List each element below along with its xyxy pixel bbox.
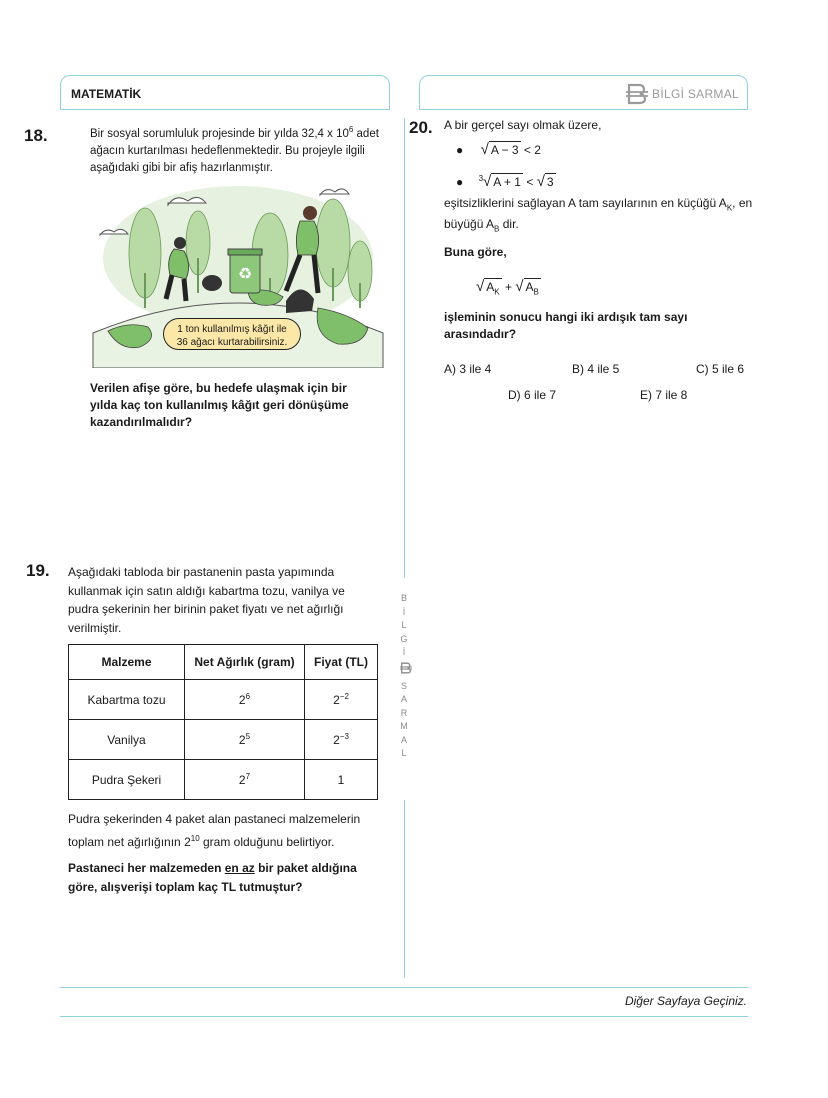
side-letter: L — [401, 620, 407, 630]
table-header-cell: Net Ağırlık (gram) — [185, 645, 305, 680]
side-letter: İ — [402, 647, 406, 657]
table-cell-price: $2^{-3}$ — [305, 720, 378, 760]
brand-logo-icon — [624, 82, 650, 106]
question-20-condition: eşitsizliklerini sağlayan A tam sayılarının en küçüğü $A_K$, en büyüğü $A_B$ dir. — [444, 196, 753, 234]
sqrt-icon: √ — [480, 141, 489, 158]
table-header-row — [69, 645, 378, 680]
side-brand-vertical — [399, 592, 411, 761]
table-cell-weight: $2^5$ — [185, 720, 305, 760]
sqrt-icon: √ — [515, 278, 524, 295]
question-20-prompt: işleminin sonucu hangi iki ardışık tam sayı arasındadır? — [444, 310, 688, 341]
question-20-number: 20. — [409, 118, 433, 137]
side-logo-icon — [399, 660, 411, 680]
sqrt-icon: √ — [476, 278, 485, 295]
table-header-cell: Malzeme — [69, 645, 185, 680]
table-row — [69, 760, 378, 800]
option-a[interactable]: A) 3 ile 4 — [444, 362, 492, 376]
question-19-intro: Aşağıdaki tabloda bir pastanenin pasta yapımında kullanmak için satın aldığı kabartma tozu, vanilya ve pudra şekerinin her birinin paket fiyatı ve net ağırlığı verilmiştir. — [68, 565, 345, 635]
footer-line-bottom — [60, 1016, 748, 1017]
poster-message-bubble: 1 ton kullanılmış kâğıt ile 36 ağacı kurtarabilirsiniz. — [163, 318, 301, 350]
option-e[interactable]: E) 7 ile 8 — [640, 388, 688, 402]
question-19-note: Pudra şekerinden 4 paket alan pastaneci malzemelerin toplam net ağırlığının $2^{10}$ gram olduğunu belirtiyor. — [68, 812, 361, 849]
question-19-number: 19. — [26, 561, 50, 580]
option-b[interactable]: B) 4 ile 5 — [572, 362, 620, 376]
brand-name: BİLGİ SARMAL — [652, 87, 739, 101]
bullet-icon: ● — [456, 143, 464, 157]
table-cell-weight: $2^6$ — [185, 680, 305, 720]
side-letter: R — [400, 707, 408, 718]
question-20-buna-gore: Buna göre, — [444, 245, 507, 259]
side-letter: M — [400, 721, 408, 731]
bullet-icon: ● — [456, 175, 464, 189]
subject-header-box — [60, 75, 390, 110]
sqrt-icon: √ — [536, 173, 545, 190]
side-letter: S — [400, 680, 407, 691]
subject-title: MATEMATİK — [71, 87, 142, 101]
question-18-number: 18. — [24, 126, 48, 145]
recycling-poster — [88, 183, 388, 368]
column-divider-top — [404, 118, 405, 578]
inequality-2: ● $^3$√ A + 1 < √ 3 — [456, 173, 554, 190]
table-header-cell: Fiyat (TL) — [305, 645, 378, 680]
side-letter: İ — [402, 606, 406, 617]
table-cell-weight: $2^7$ — [185, 760, 305, 800]
ingredients-table — [68, 644, 378, 800]
svg-text:♻: ♻ — [237, 264, 253, 283]
brand-logo — [624, 82, 739, 106]
side-letter: L — [401, 748, 407, 758]
cube-root-icon: √ — [483, 173, 492, 190]
side-letter: A — [400, 694, 407, 704]
brand-header-box — [419, 75, 748, 110]
side-letter: B — [400, 593, 407, 603]
table-row — [69, 680, 378, 720]
inequality-1: ● √ A − 3 < 2 — [456, 141, 541, 158]
table-cell-price: 1 — [305, 760, 378, 800]
question-18-text: Bir sosyal sorumluluk projesinde bir yılda 32,4 x $10^6$ adet ağacın kurtarılması hedeflenmektedir. Bu projeyle ilgili aşağıdaki gibi bir afiş hazırlanmıştır. — [90, 125, 379, 174]
question-19-prompt: Pastaneci her malzemeden en az bir paket aldığına göre, alışverişi toplam kaç TL tutmuştur? — [68, 861, 357, 894]
question-18-prompt: Verilen afişe göre, bu hedefe ulaşmak için bir yılda kaç ton kullanılmış kâğıt geri dönüşüme kazandırılmalıdır? — [90, 381, 349, 429]
side-letter: A — [400, 734, 407, 745]
footer-line-top — [60, 987, 748, 988]
table-row — [69, 720, 378, 760]
question-20-intro: A bir gerçel sayı olmak üzere, — [444, 118, 602, 132]
next-page-note: Diğer Sayfaya Geçiniz. — [624, 994, 747, 1008]
side-letter: G — [400, 633, 408, 644]
column-divider-bottom — [404, 800, 405, 978]
question-20-expression: √ $A_K$ + √ $A_B$ — [476, 278, 541, 300]
table-cell-price: $2^{-2}$ — [305, 680, 378, 720]
option-c[interactable]: C) 5 ile 6 — [696, 362, 745, 376]
table-cell-name: Kabartma tozu — [69, 680, 185, 720]
option-d[interactable]: D) 6 ile 7 — [508, 388, 557, 402]
table-cell-name: Vanilya — [69, 720, 185, 760]
table-cell-name: Pudra Şekeri — [69, 760, 185, 800]
